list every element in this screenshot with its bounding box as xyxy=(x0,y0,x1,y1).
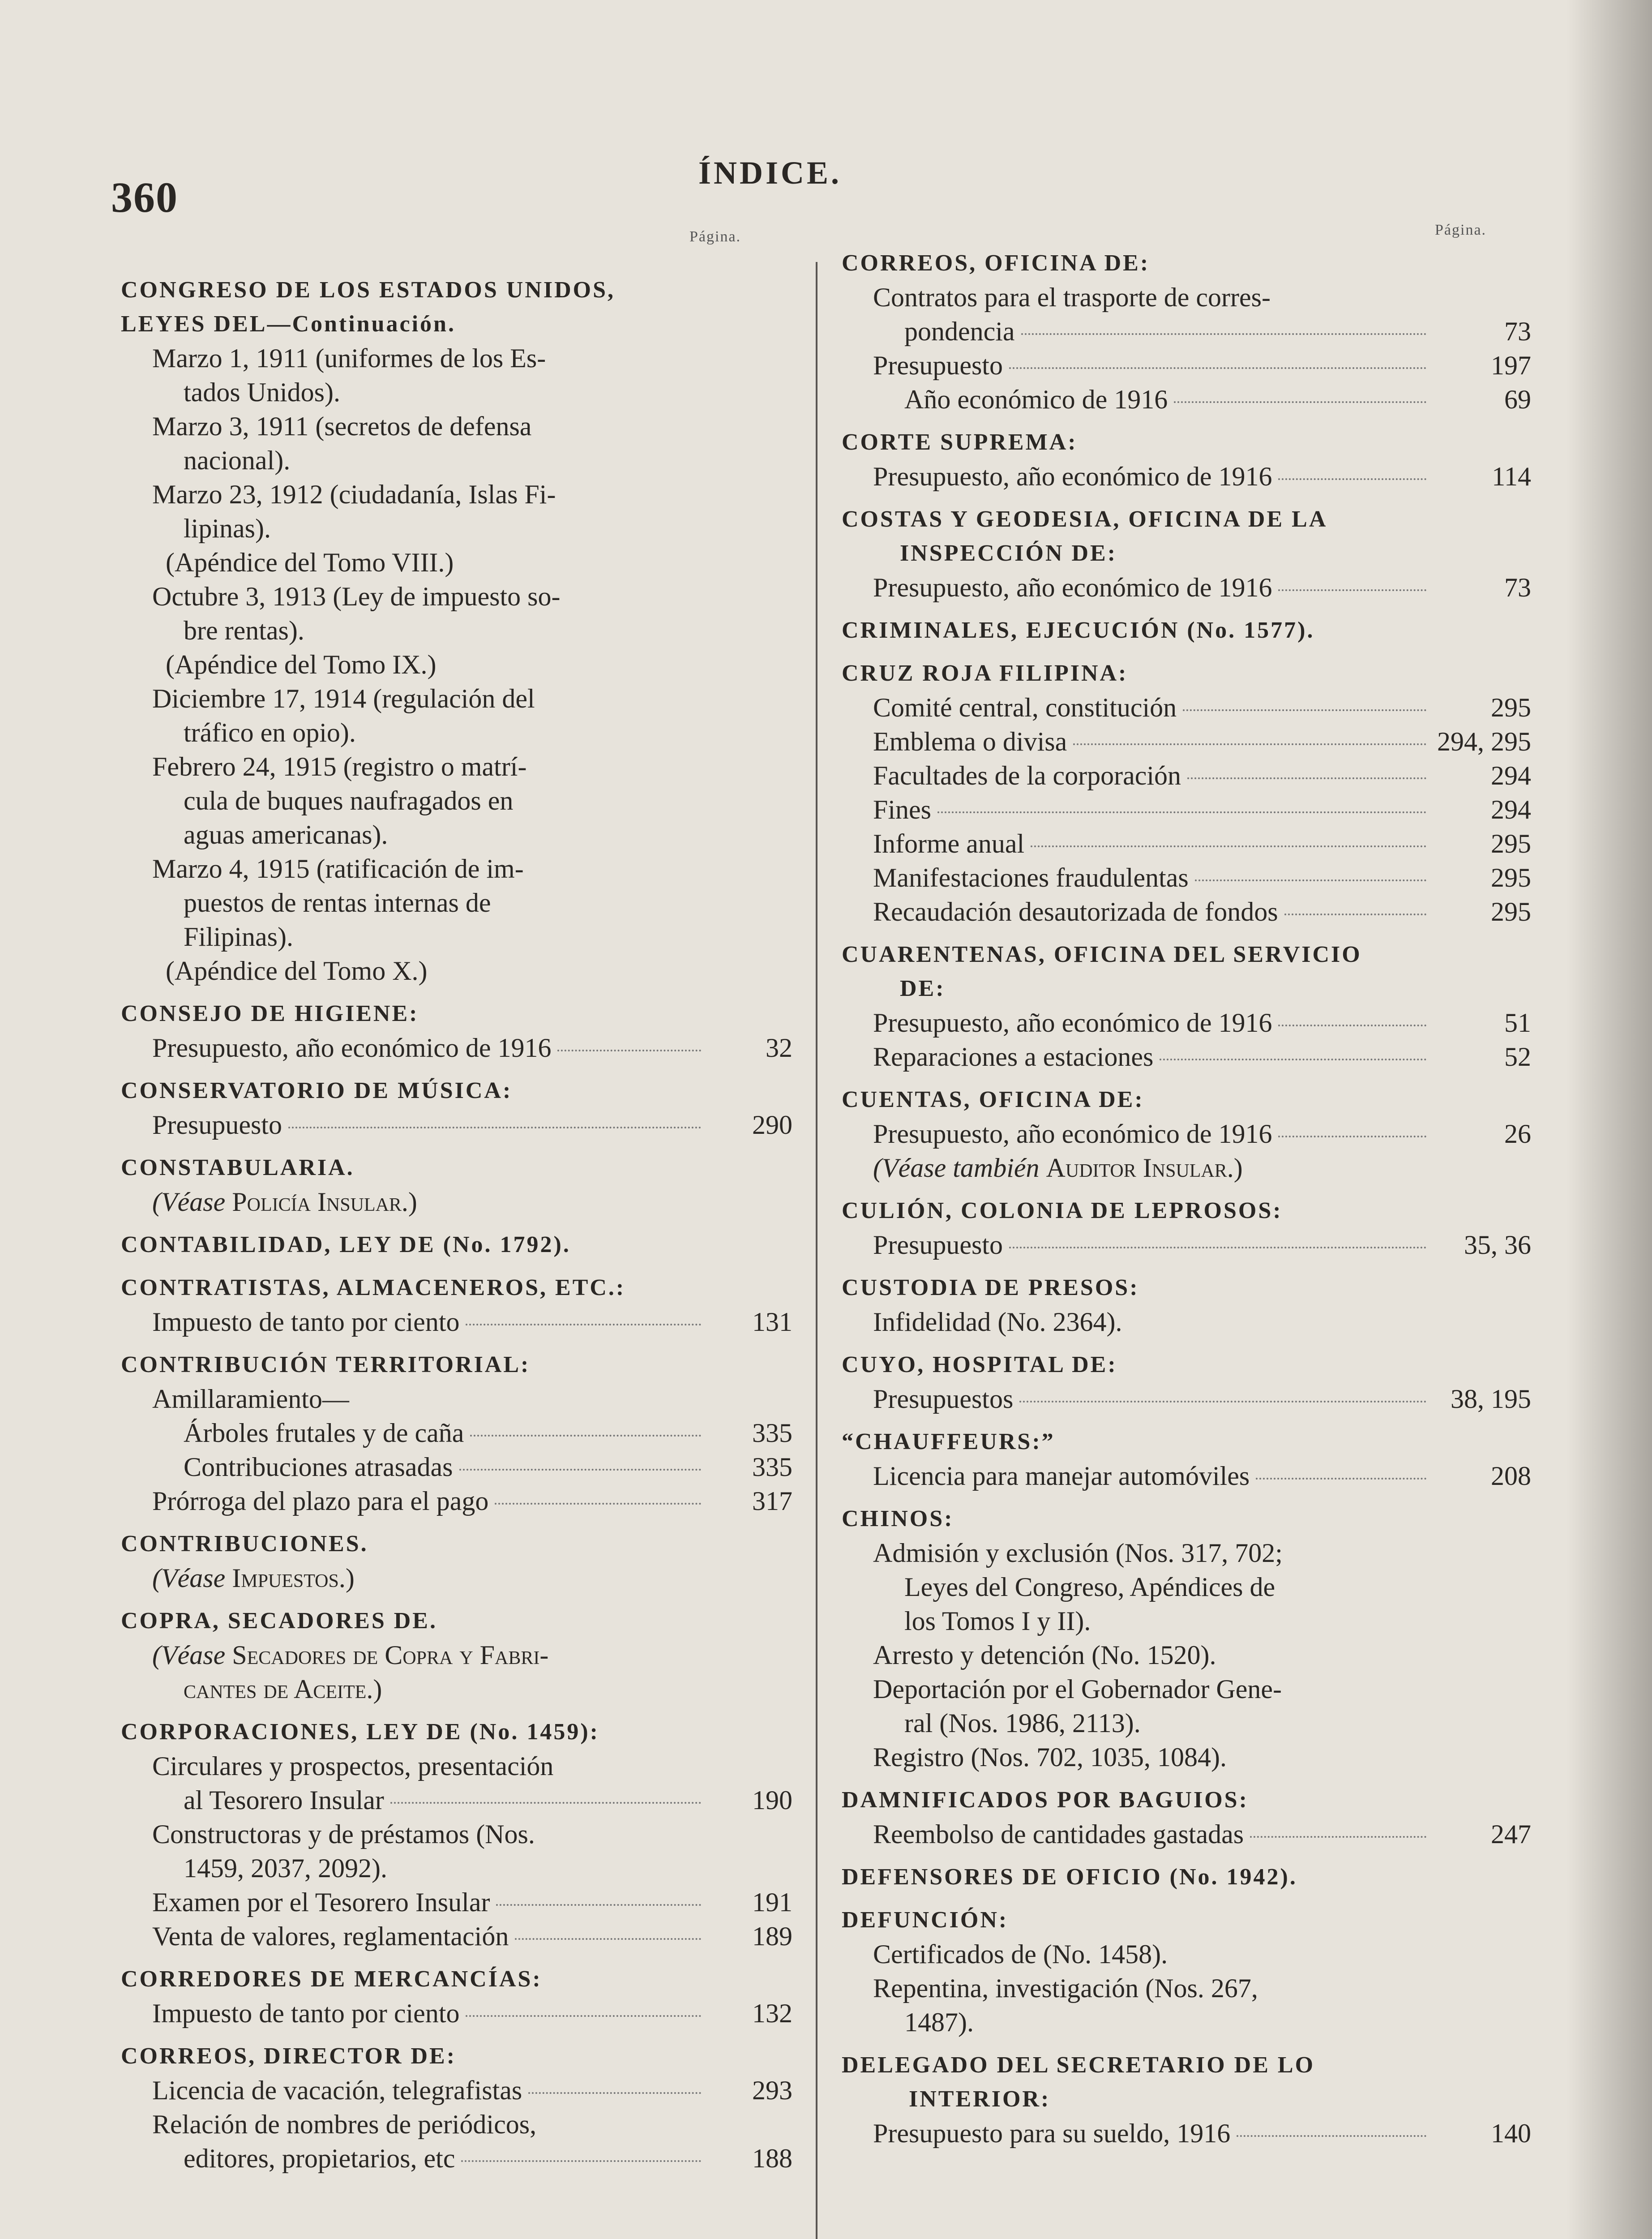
entry-line: Contratos para el trasporte de corres- xyxy=(873,283,1271,312)
entry-line: Amillaramiento— xyxy=(152,1384,349,1414)
entry-row: Presupuesto para su sueldo, 1916 140 xyxy=(842,2116,1531,2150)
entry-row: Fines 294 xyxy=(842,793,1531,827)
page-ref: 32 xyxy=(766,1033,792,1063)
entry-line: Marzo 4, 1915 (ratificación de im- xyxy=(152,854,524,884)
entry-row: Facultades de la corporación 294 xyxy=(842,759,1531,793)
page-ref: 335 xyxy=(752,1418,792,1448)
entry-line: Repentina, investigación (Nos. 267, xyxy=(873,1973,1258,2003)
see-reference: (Véase Impuestos.) xyxy=(152,1563,355,1593)
entry-row: Año económico de 1916 69 xyxy=(842,382,1531,416)
entry-row: Reparaciones a estaciones 52 xyxy=(842,1040,1531,1074)
entry-row: pondencia 73 xyxy=(842,314,1531,348)
entry-heading: CONSERVATORIO DE MÚSICA: xyxy=(121,1078,513,1103)
entry-line: bre rentas). xyxy=(184,616,304,645)
page-ref: 132 xyxy=(752,1999,792,2028)
page-ref: 317 xyxy=(752,1486,792,1516)
see-reference: (Véase también Auditor Insular.) xyxy=(873,1153,1243,1183)
entry-line: tráfico en opio). xyxy=(184,718,356,747)
entry-heading: CUSTODIA DE PRESOS: xyxy=(842,1275,1139,1300)
page-ref: 35, 36 xyxy=(1464,1230,1531,1260)
page-ref: 197 xyxy=(1491,351,1531,380)
page-ref: 294 xyxy=(1491,761,1531,790)
entry-heading: CONSTABULARIA. xyxy=(121,1155,355,1180)
page-ref: 294 xyxy=(1491,795,1531,824)
page-ref: 190 xyxy=(752,1785,792,1815)
page-ref: 73 xyxy=(1504,573,1531,602)
entry-line: Filipinas). xyxy=(184,922,294,952)
entry-line: los Tomos I y II). xyxy=(904,1606,1091,1636)
page-ref: 335 xyxy=(752,1452,792,1482)
entry-heading: CONTRATISTAS, ALMACENEROS, ETC.: xyxy=(121,1275,626,1300)
index-column-left xyxy=(121,233,792,2175)
entry-line: Infidelidad (No. 2364). xyxy=(873,1307,1122,1337)
entry-heading: CORREOS, DIRECTOR DE: xyxy=(121,2043,457,2069)
entry-line: 1459, 2037, 2092). xyxy=(184,1853,387,1883)
entry-line: ral (Nos. 1986, 2113). xyxy=(904,1708,1141,1738)
entry-row: editores, propietarios, etc 188 xyxy=(121,2141,792,2175)
page-ref: 295 xyxy=(1491,863,1531,892)
entry-heading: CUENTAS, OFICINA DE: xyxy=(842,1087,1144,1112)
entry-row: Impuesto de tanto por ciento 131 xyxy=(121,1305,792,1339)
index-column-right xyxy=(842,233,1531,2150)
entry-row: Presupuesto, año económico de 1916 51 xyxy=(842,1006,1531,1040)
page-ref: 295 xyxy=(1491,897,1531,926)
entry-line: Admisión y exclusión (Nos. 317, 702; xyxy=(873,1538,1283,1568)
entry-line: puestos de rentas internas de xyxy=(184,888,491,918)
page-column-label-left: Página. xyxy=(689,228,741,245)
entry-line: Circulares y prospectos, presentación xyxy=(152,1751,554,1781)
column-divider xyxy=(816,262,817,2239)
entry-row: Contribuciones atrasadas 335 xyxy=(121,1450,792,1484)
entry-line: lipinas). xyxy=(184,514,271,543)
entry-heading: CORTE SUPREMA: xyxy=(842,429,1078,455)
page-ref: 188 xyxy=(752,2144,792,2173)
page-ref: 140 xyxy=(1491,2119,1531,2148)
page-edge-shadow xyxy=(1567,0,1652,2239)
entry-row: Presupuesto 290 xyxy=(121,1108,792,1142)
entry-row: Informe anual 295 xyxy=(842,827,1531,861)
entry-heading: DELEGADO DEL SECRETARIO DE LO INTERIOR: xyxy=(842,2052,1315,2112)
page-ref: 191 xyxy=(752,1887,792,1917)
entry-row: Manifestaciones fraudulentas 295 xyxy=(842,861,1531,895)
page-ref: 295 xyxy=(1491,693,1531,722)
entry-line: Arresto y detención (No. 1520). xyxy=(873,1640,1216,1670)
entry-line: Marzo 3, 1911 (secretos de defensa xyxy=(152,412,532,441)
entry-heading: CRIMINALES, EJECUCIÓN (No. 1577). xyxy=(842,618,1315,643)
entry-heading: CORREOS, OFICINA DE: xyxy=(842,250,1150,276)
page-ref: 38, 195 xyxy=(1451,1384,1531,1414)
entry-line: Certificados de (No. 1458). xyxy=(873,1939,1168,1969)
entry-line: (Apéndice del Tomo X.) xyxy=(166,956,428,986)
entry-line: Diciembre 17, 1914 (regulación del xyxy=(152,684,535,713)
entry-heading: DEFENSORES DE OFICIO (No. 1942). xyxy=(842,1864,1297,1890)
running-head: ÍNDICE. xyxy=(698,155,842,191)
page-ref: 208 xyxy=(1491,1461,1531,1491)
page-number: 360 xyxy=(111,173,178,221)
entry-heading: CONGRESO DE LOS ESTADOS UNIDOS, LEYES DEL—Continuación. xyxy=(121,277,616,337)
entry-heading: COPRA, SECADORES DE. xyxy=(121,1608,437,1634)
entry-heading: DEFUNCIÓN: xyxy=(842,1907,1009,1933)
page-ref: 52 xyxy=(1504,1042,1531,1072)
entry-row: Presupuesto 35, 36 xyxy=(842,1228,1531,1262)
entry-heading: CORREDORES DE MERCANCÍAS: xyxy=(121,1966,542,1992)
page-column-label-right: Página. xyxy=(1435,222,1487,238)
page-ref: 131 xyxy=(752,1307,792,1337)
page-ref: 26 xyxy=(1504,1119,1531,1149)
see-reference: cantes de Aceite.) xyxy=(184,1674,382,1704)
entry-row: Presupuesto, año económico de 1916 114 xyxy=(842,459,1531,493)
entry-row: Presupuesto, año económico de 1916 32 xyxy=(121,1031,792,1065)
entry-line: 1487). xyxy=(904,2007,974,2037)
entry-heading: CULIÓN, COLONIA DE LEPROSOS: xyxy=(842,1198,1283,1223)
entry-line: Relación de nombres de periódicos, xyxy=(152,2110,537,2139)
entry-row: Examen por el Tesorero Insular 191 xyxy=(121,1885,792,1919)
entry-line: Marzo 23, 1912 (ciudadanía, Islas Fi- xyxy=(152,480,556,509)
entry-line: cula de buques naufragados en xyxy=(184,786,514,815)
entry-line: Deportación por el Gobernador Gene- xyxy=(873,1674,1282,1704)
entry-heading: CHINOS: xyxy=(842,1506,954,1531)
page-ref: 69 xyxy=(1504,385,1531,414)
page-ref: 73 xyxy=(1504,317,1531,346)
entry-heading: CUYO, HOSPITAL DE: xyxy=(842,1352,1117,1377)
entry-row: Presupuesto, año económico de 1916 26 xyxy=(842,1117,1531,1151)
entry-line: Constructoras y de préstamos (Nos. xyxy=(152,1819,535,1849)
see-reference: (Véase Policía Insular.) xyxy=(152,1187,417,1217)
entry-line: (Apéndice del Tomo VIII.) xyxy=(166,548,454,577)
page-ref: 247 xyxy=(1491,1819,1531,1849)
entry-row: Licencia de vacación, telegrafistas 293 xyxy=(121,2073,792,2107)
see-reference: (Véase Secadores de Copra y Fabri- xyxy=(152,1640,549,1670)
entry-row: Comité central, constitución 295 xyxy=(842,691,1531,725)
entry-line: (Apéndice del Tomo IX.) xyxy=(166,650,437,679)
entry-row: Presupuestos 38, 195 xyxy=(842,1382,1531,1416)
page-ref: 189 xyxy=(752,1922,792,1951)
page-ref: 51 xyxy=(1504,1008,1531,1038)
entry-heading: DAMNIFICADOS POR BAGUIOS: xyxy=(842,1787,1249,1813)
entry-line: Octubre 3, 1913 (Ley de impuesto so- xyxy=(152,582,561,611)
entry-row: Recaudación desautorizada de fondos 295 xyxy=(842,895,1531,929)
entry-line: tados Unidos). xyxy=(184,377,340,407)
entry-row: Impuesto de tanto por ciento 132 xyxy=(121,1996,792,2030)
entry-heading: CUARENTENAS, OFICINA DEL SERVICIO DE: xyxy=(842,942,1362,1001)
page-ref: 293 xyxy=(752,2076,792,2105)
page-ref: 295 xyxy=(1491,829,1531,858)
entry-row: Presupuesto, año económico de 1916 73 xyxy=(842,570,1531,605)
entry-row: Árboles frutales y de caña 335 xyxy=(121,1416,792,1450)
entry-heading: “CHAUFFEURS:” xyxy=(842,1429,1055,1454)
entry-line: Marzo 1, 1911 (uniformes de los Es- xyxy=(152,343,546,373)
entry-heading: CONTRIBUCIONES. xyxy=(121,1531,368,1557)
entry-heading: CONTRIBUCIÓN TERRITORIAL: xyxy=(121,1352,531,1377)
page-ref: 114 xyxy=(1492,462,1531,491)
entry-line: Leyes del Congreso, Apéndices de xyxy=(904,1572,1275,1602)
entry-heading: CONSEJO DE HIGIENE: xyxy=(121,1001,419,1026)
entry-line: nacional). xyxy=(184,446,291,475)
entry-row: Emblema o divisa 294, 295 xyxy=(842,725,1531,759)
entry-row: Venta de valores, reglamentación 189 xyxy=(121,1919,792,1953)
entry-row: al Tesorero Insular 190 xyxy=(121,1783,792,1817)
entry-heading: CORPORACIONES, LEY DE (No. 1459): xyxy=(121,1719,599,1745)
entry-row: Reembolso de cantidades gastadas 247 xyxy=(842,1817,1531,1851)
entry-heading: CONTABILIDAD, LEY DE (No. 1792). xyxy=(121,1232,571,1257)
entry-line: Registro (Nos. 702, 1035, 1084). xyxy=(873,1742,1227,1772)
page-ref: 294, 295 xyxy=(1437,727,1531,756)
entry-row: Prórroga del plazo para el pago 317 xyxy=(121,1484,792,1518)
entry-line: aguas americanas). xyxy=(184,820,388,849)
entry-row: Licencia para manejar automóviles 208 xyxy=(842,1459,1531,1493)
page-ref: 290 xyxy=(752,1110,792,1140)
entry-row: Presupuesto 197 xyxy=(842,348,1531,382)
entry-heading: CRUZ ROJA FILIPINA: xyxy=(842,661,1128,686)
entry-heading: COSTAS Y GEODESIA, OFICINA DE LA INSPECCIÓN DE: xyxy=(842,506,1328,566)
entry-line: Febrero 24, 1915 (registro o matrí- xyxy=(152,752,527,781)
